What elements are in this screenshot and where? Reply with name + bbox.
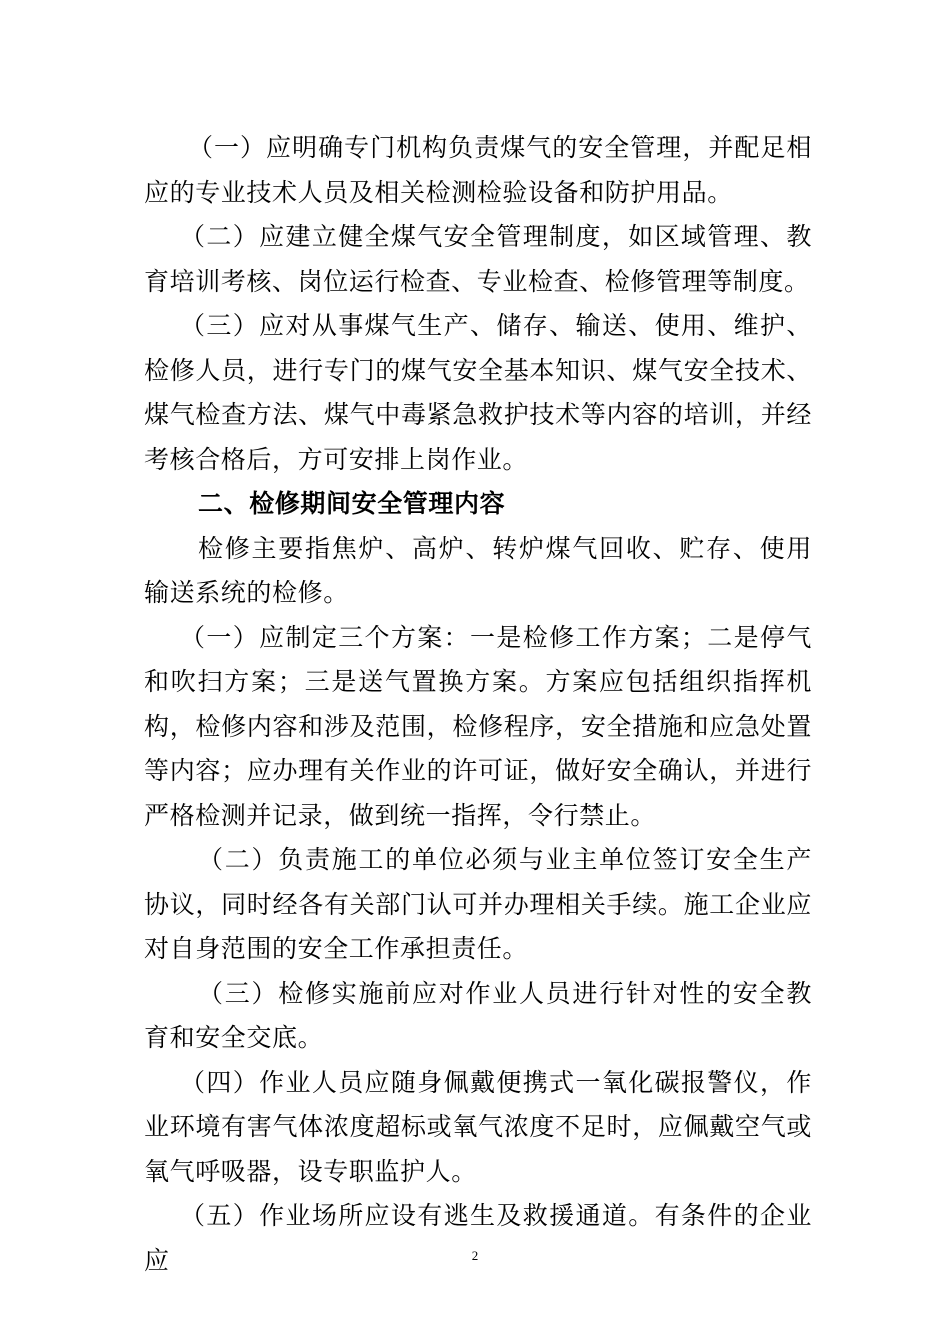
section-heading-2: 二、检修期间安全管理内容: [198, 489, 506, 518]
paragraph-2-4: （四）作业人员应随身佩戴便携式一氧化碳报警仪，作业环境有害气体浓度超标或氧气浓度不足时，应佩戴空气或氧气呼吸器，设专职监护人。: [144, 1067, 812, 1186]
paragraph-2-2: （二）负责施工的单位必须与业主单位签订安全生产协议，同时经各有关部门认可并办理相关手续。施工企业应对自身范围的安全工作承担责任。: [144, 845, 812, 963]
paragraph-1-3: （三）应对从事煤气生产、储存、输送、使用、维护、检修人员，进行专门的煤气安全基本知识、煤气安全技术、煤气检查方法、煤气中毒紧急救护技术等内容的培训，并经考核合格后，方可安排上岗作业。: [144, 311, 812, 474]
page-number: 2: [471, 1248, 479, 1263]
paragraph-2-3: （三）检修实施前应对作业人员进行针对性的安全教育和安全交底。: [144, 978, 812, 1052]
paragraph-1-2: （二）应建立健全煤气安全管理制度，如区域管理、教育培训考核、岗位运行检查、专业检查、检修管理等制度。: [144, 222, 812, 296]
section-2-intro: 检修主要指焦炉、高炉、转炉煤气回收、贮存、使用输送系统的检修。: [144, 533, 812, 607]
paragraph-1-1: （一）应明确专门机构负责煤气的安全管理，并配足相应的专业技术人员及相关检测检验设备和防护用品。: [144, 133, 812, 207]
document-body: [144, 126, 812, 1283]
paragraph-2-1: （一）应制定三个方案：一是检修工作方案；二是停气和吹扫方案；三是送气置换方案。方案应包括组织指挥机构，检修内容和涉及范围，检修程序，安全措施和应急处置等内容；应办理有关作业的许可证，做好安全确认，并进行严格检测并记录，做到统一指挥，令行禁止。: [144, 622, 812, 830]
paragraph-2-5: （五）作业场所应设有逃生及救援通道。有条件的企业应: [144, 1201, 812, 1275]
